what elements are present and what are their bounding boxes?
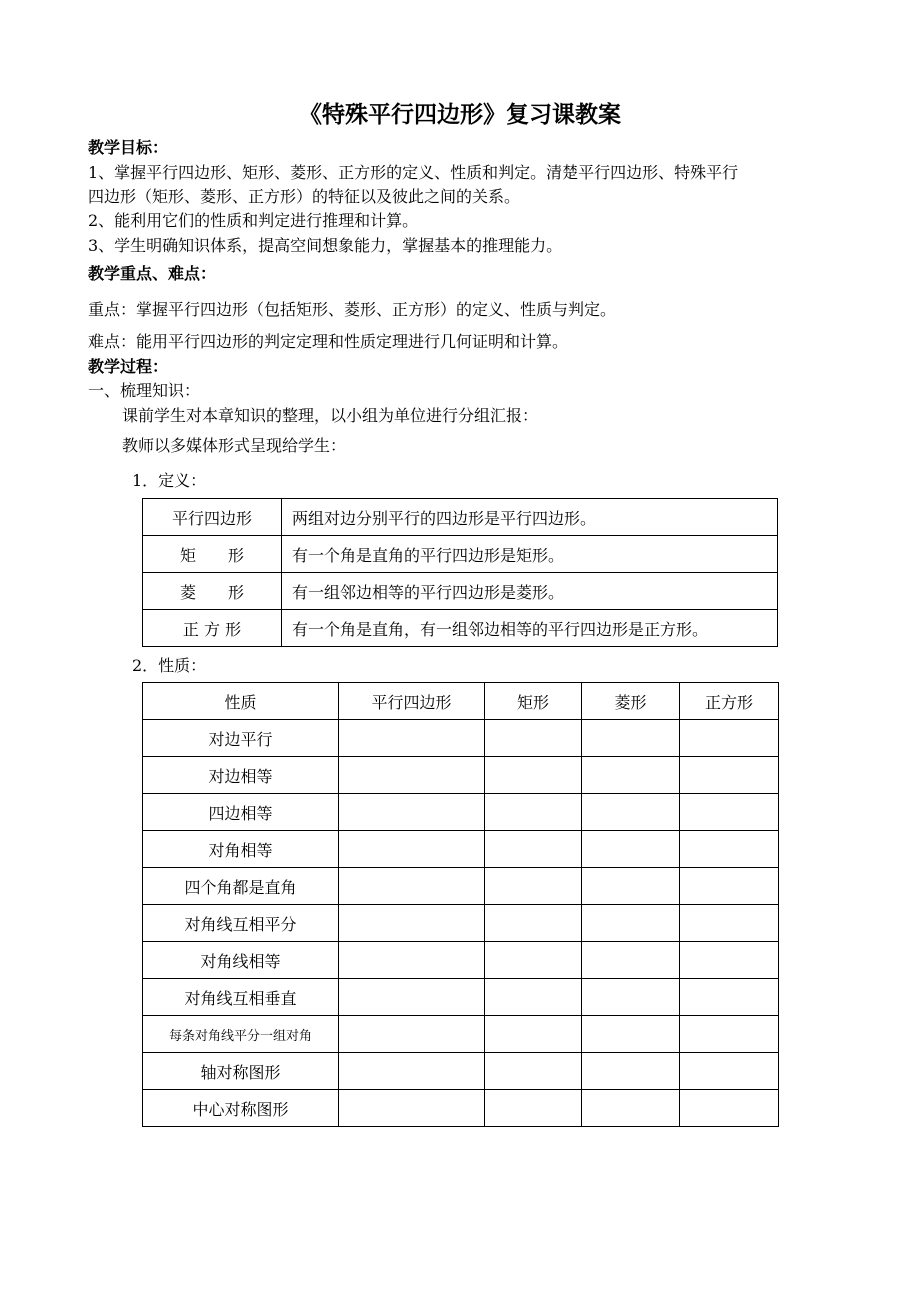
empty-cell [582, 794, 680, 831]
table-row [143, 979, 779, 1016]
empty-cell [680, 1053, 779, 1090]
property-name: 对角线互相垂直 [143, 979, 339, 1016]
property-name: 每条对角线平分一组对角 [143, 1016, 339, 1053]
properties-table [142, 682, 779, 1127]
definition-term: 矩 形 [143, 536, 282, 573]
column-header: 矩形 [485, 683, 582, 720]
table-row [143, 942, 779, 979]
empty-cell [582, 1053, 680, 1090]
table-row [143, 794, 779, 831]
definition-text: 有一个角是直角，有一组邻边相等的平行四边形是正方形。 [282, 610, 778, 647]
empty-cell [680, 794, 779, 831]
empty-cell [680, 905, 779, 942]
table-row [143, 831, 779, 868]
empty-cell [339, 720, 485, 757]
empty-cell [485, 868, 582, 905]
objective-2: 2、能利用它们的性质和判定进行推理和计算。 [88, 211, 419, 230]
table-row [143, 610, 778, 647]
empty-cell [485, 979, 582, 1016]
definition-text: 两组对边分别平行的四边形是平行四边形。 [282, 499, 778, 536]
empty-cell [485, 1053, 582, 1090]
property-name: 对边相等 [143, 757, 339, 794]
empty-cell [680, 1016, 779, 1053]
definition-text: 有一组邻边相等的平行四边形是菱形。 [282, 573, 778, 610]
empty-cell [485, 831, 582, 868]
empty-cell [485, 1090, 582, 1127]
empty-cell [680, 720, 779, 757]
objectives-heading: 教学目标： [88, 138, 169, 157]
empty-cell [582, 831, 680, 868]
table-row [143, 868, 779, 905]
key-focus: 重点：掌握平行四边形（包括矩形、菱形、正方形）的定义、性质与判定。 [88, 300, 617, 319]
keypoints-heading: 教学重点、难点： [88, 264, 217, 283]
empty-cell [485, 905, 582, 942]
empty-cell [582, 1090, 680, 1127]
empty-cell [339, 868, 485, 905]
table-row [143, 1053, 779, 1090]
table-row [143, 720, 779, 757]
property-name: 四个角都是直角 [143, 868, 339, 905]
table-row [143, 905, 779, 942]
properties-label: 2．性质： [132, 656, 207, 675]
column-header: 菱形 [582, 683, 680, 720]
table-row [143, 1090, 779, 1127]
empty-cell [582, 905, 680, 942]
objective-3: 3、学生明确知识体系，提高空间想象能力，掌握基本的推理能力。 [88, 236, 563, 255]
table-row [143, 573, 778, 610]
property-name: 对角相等 [143, 831, 339, 868]
table-row [143, 499, 778, 536]
empty-cell [582, 942, 680, 979]
empty-cell [582, 1016, 680, 1053]
empty-cell [339, 1053, 485, 1090]
property-name: 中心对称图形 [143, 1090, 339, 1127]
empty-cell [582, 757, 680, 794]
process-step-1: 一、梳理知识： [88, 381, 201, 400]
table-row [143, 1016, 779, 1053]
property-name: 轴对称图形 [143, 1053, 339, 1090]
empty-cell [680, 979, 779, 1016]
property-name: 对角线互相平分 [143, 905, 339, 942]
process-paragraph-1: 课前学生对本章知识的整理，以小组为单位进行分组汇报： [122, 406, 539, 425]
empty-cell [582, 868, 680, 905]
empty-cell [485, 720, 582, 757]
column-header: 平行四边形 [339, 683, 485, 720]
table-row [143, 757, 779, 794]
empty-cell [582, 720, 680, 757]
empty-cell [339, 1090, 485, 1127]
empty-cell [339, 1016, 485, 1053]
empty-cell [680, 868, 779, 905]
empty-cell [680, 831, 779, 868]
objective-1: 1、掌握平行四边形、矩形、菱形、正方形的定义、性质和判定。清楚平行四边形、特殊平行 [88, 163, 739, 182]
empty-cell [339, 905, 485, 942]
definition-term: 正 方 形 [143, 610, 282, 647]
table-header-row [143, 683, 779, 720]
empty-cell [680, 1090, 779, 1127]
column-header: 正方形 [680, 683, 779, 720]
key-difficulty: 难点：能用平行四边形的判定定理和性质定理进行几何证明和计算。 [88, 332, 569, 351]
empty-cell [485, 942, 582, 979]
empty-cell [339, 794, 485, 831]
table-row [143, 536, 778, 573]
definition-text: 有一个角是直角的平行四边形是矩形。 [282, 536, 778, 573]
process-heading: 教学过程： [88, 357, 169, 376]
process-paragraph-2: 教师以多媒体形式呈现给学生： [122, 436, 347, 455]
objective-1-cont: 四边形（矩形、菱形、正方形）的特征以及彼此之间的关系。 [88, 187, 521, 206]
empty-cell [485, 1016, 582, 1053]
column-header: 性质 [143, 683, 339, 720]
property-name: 对边平行 [143, 720, 339, 757]
empty-cell [485, 757, 582, 794]
definition-term: 平行四边形 [143, 499, 282, 536]
empty-cell [485, 794, 582, 831]
empty-cell [680, 757, 779, 794]
empty-cell [680, 942, 779, 979]
property-name: 对角线相等 [143, 942, 339, 979]
document-title: 《特殊平行四边形》复习课教案 [299, 102, 621, 128]
empty-cell [582, 979, 680, 1016]
empty-cell [339, 979, 485, 1016]
definitions-label: 1．定义： [132, 471, 207, 490]
definitions-table [142, 498, 778, 647]
property-name: 四边相等 [143, 794, 339, 831]
empty-cell [339, 757, 485, 794]
empty-cell [339, 831, 485, 868]
empty-cell [339, 942, 485, 979]
definition-term: 菱 形 [143, 573, 282, 610]
